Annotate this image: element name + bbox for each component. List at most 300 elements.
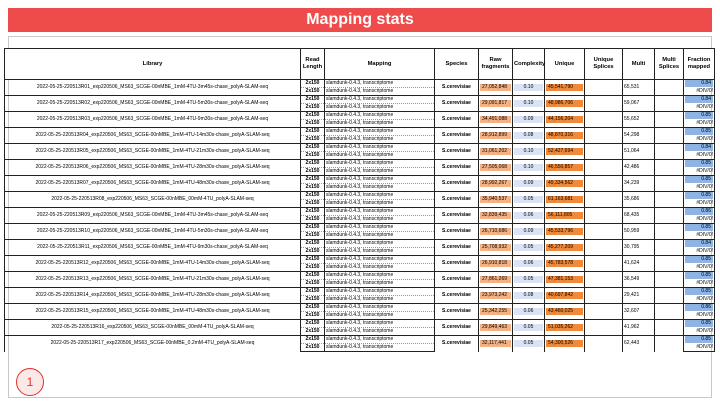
read-length-cell: 2x150 xyxy=(301,184,325,192)
raw-fragments-value: 27,505,068 xyxy=(480,164,511,171)
mapping-cell: slamdunk-0.4.3, transcriptome xyxy=(325,104,435,112)
table-row xyxy=(5,192,715,200)
complexity-value: 0.05 xyxy=(514,340,543,347)
fraction-mapped-error-cell: #DIV/0! xyxy=(684,200,715,208)
raw-fragments-cell xyxy=(479,80,513,96)
library-cell: 2022-05-25-220513R03_exp220506_MS63_SCGE-00nMBE_1mM-4TU-9m30s-chase_polyA-SLAM-seq xyxy=(5,112,301,128)
raw-fragments-value: 32,117,441 xyxy=(480,340,511,347)
unique-value: 49,334,562 xyxy=(546,180,583,187)
raw-fragments-value: 32,839,435 xyxy=(480,212,511,219)
complexity-value: 0.10 xyxy=(514,164,543,171)
fraction-mapped-error-cell: #DIV/0! xyxy=(684,280,715,288)
species-cell: S.cerevisiae xyxy=(435,176,479,192)
fraction-mapped-value: 0.85 xyxy=(685,112,713,119)
complexity-cell xyxy=(513,192,545,208)
col-header-unique: Unique xyxy=(545,49,585,80)
unique-cell xyxy=(545,112,585,128)
mapping-cell: slamdunk-0.4.3, transcriptome xyxy=(325,144,435,152)
read-length-cell: 2x150 xyxy=(301,264,325,272)
fraction-mapped-error-cell: #DIV/0! xyxy=(684,104,715,112)
multi-splices-cell xyxy=(655,128,684,144)
mapping-cell: slamdunk-0.4.3, transcriptome xyxy=(325,200,435,208)
mapping-cell: slamdunk-0.4.3, transcriptome xyxy=(325,272,435,280)
library-cell: 2022-05-25-220513R07_exp220506_MS63_SCGE-00nMBE_1mM-4TU-48m30s-chase_polyA-SLAM-seq xyxy=(5,176,301,192)
multi-splices-cell xyxy=(655,192,684,208)
read-length-cell: 2x150 xyxy=(301,280,325,288)
unique-splices-cell xyxy=(585,224,623,240)
complexity-value: 0.06 xyxy=(514,260,543,267)
complexity-cell xyxy=(513,112,545,128)
unique-value: 48,870,316 xyxy=(546,132,583,139)
library-cell: 2022-05-25-220513R10_exp220506_MS63_SCGE-00nMBE_1mM-4TU-5m30s-chase_polyA-SLAM-seq xyxy=(5,224,301,240)
library-cell: 2022-05-25-220513R05_exp220506_MS63_SCGE-00nMBE_1mM-4TU-21m30s-chase_polyA-SLAM-seq xyxy=(5,144,301,160)
unique-value: 45,541,790 xyxy=(546,84,583,91)
complexity-value: 0.06 xyxy=(514,308,543,315)
multi-cell: 62,443 xyxy=(623,336,655,352)
multi-splices-cell xyxy=(655,160,684,176)
mapping-cell: slamdunk-0.4.3, transcriptome xyxy=(325,288,435,296)
complexity-cell xyxy=(513,288,545,304)
read-length-cell: 2x150 xyxy=(301,128,325,136)
raw-fragments-cell xyxy=(479,192,513,208)
fraction-mapped-value: 0.85 xyxy=(685,288,713,295)
library-cell: 2022-05-25-220513R06_exp220506_MS63_SCGE-00nMBE_1mM-4TU-28m30s-chase_polyA-SLAM-seq xyxy=(5,160,301,176)
mapping-cell: slamdunk-0.4.3, transcriptome xyxy=(325,216,435,224)
mapping-cell: slamdunk-0.4.3, transcriptome xyxy=(325,128,435,136)
raw-fragments-value: 34,491,088 xyxy=(480,116,511,123)
unique-cell xyxy=(545,144,585,160)
library-cell: 2022-05-25-220513R01_exp220506_MS63_SCGE-00nMBE_1mM-4TU-3m45s-chase_polyA-SLAM-seq xyxy=(5,80,301,96)
slide-title: Mapping stats xyxy=(8,8,712,32)
unique-splices-cell xyxy=(585,288,623,304)
unique-cell xyxy=(545,240,585,256)
read-length-cell: 2x150 xyxy=(301,216,325,224)
multi-splices-cell xyxy=(655,176,684,192)
read-length-cell: 2x150 xyxy=(301,232,325,240)
fraction-mapped-value: 0.85 xyxy=(685,336,713,343)
fraction-mapped-cell xyxy=(684,256,715,264)
unique-cell xyxy=(545,336,585,352)
col-header-mapping: Mapping xyxy=(325,49,435,80)
mapping-cell: slamdunk-0.4.3, transcriptome xyxy=(325,160,435,168)
unique-value: 47,381,153 xyxy=(546,276,583,283)
mapping-cell: slamdunk-0.4.3, transcriptome xyxy=(325,136,435,144)
fraction-mapped-value: 0.85 xyxy=(685,224,713,231)
read-length-cell: 2x150 xyxy=(301,304,325,312)
page-number-badge: 1 xyxy=(16,368,44,396)
table-row xyxy=(5,256,715,264)
col-header-read-length: Read Length xyxy=(301,49,325,80)
read-length-cell: 2x150 xyxy=(301,96,325,104)
multi-cell: 54,298 xyxy=(623,128,655,144)
multi-splices-cell xyxy=(655,320,684,336)
table-row xyxy=(5,240,715,248)
complexity-value: 0.05 xyxy=(514,244,543,251)
unique-value: 61,163,681 xyxy=(546,196,583,203)
mapping-cell: slamdunk-0.4.3, transcriptome xyxy=(325,328,435,336)
mapping-cell: slamdunk-0.4.3, transcriptome xyxy=(325,96,435,104)
mapping-cell: slamdunk-0.4.3, transcriptome xyxy=(325,208,435,216)
fraction-mapped-error-cell: #DIV/0! xyxy=(684,216,715,224)
library-cell: 2022-05-25-220513R13_exp220506_MS63_SCGE-00nMBE_1mM-4TU-21m30s-chase_polyA-SLAM-seq xyxy=(5,272,301,288)
multi-cell: 50,959 xyxy=(623,224,655,240)
species-cell: S.cerevisiae xyxy=(435,112,479,128)
read-length-cell: 2x150 xyxy=(301,88,325,96)
raw-fragments-value: 28,912,899 xyxy=(480,132,511,139)
table-row xyxy=(5,208,715,216)
complexity-value: 0.08 xyxy=(514,132,543,139)
read-length-cell: 2x150 xyxy=(301,80,325,88)
raw-fragments-cell xyxy=(479,112,513,128)
multi-splices-cell xyxy=(655,240,684,256)
unique-value: 48,986,706 xyxy=(546,100,583,107)
multi-cell: 36,549 xyxy=(623,272,655,288)
fraction-mapped-value: 0.84 xyxy=(685,240,713,247)
complexity-value: 0.06 xyxy=(514,212,543,219)
table-row xyxy=(5,176,715,184)
multi-cell: 30,795 xyxy=(623,240,655,256)
species-cell: S.cerevisiae xyxy=(435,336,479,352)
library-cell: 2022-05-25-220513R12_exp220506_MS63_SCGE-00nMBE_1mM-4TU-14m30s-chase_polyA-SLAM-seq xyxy=(5,256,301,272)
multi-splices-cell xyxy=(655,80,684,96)
library-cell: 2022-05-25-220513R08_exp220506_MS63_SCGE-00nMBE_00mM-4TU_polyA-SLAM-seq xyxy=(5,192,301,208)
multi-splices-cell xyxy=(655,288,684,304)
species-cell: S.cerevisiae xyxy=(435,256,479,272)
table-row xyxy=(5,80,715,88)
fraction-mapped-cell xyxy=(684,192,715,200)
col-header-species: Species xyxy=(435,49,479,80)
multi-cell: 51,064 xyxy=(623,144,655,160)
species-cell: S.cerevisiae xyxy=(435,288,479,304)
multi-splices-cell xyxy=(655,208,684,224)
fraction-mapped-cell xyxy=(684,144,715,152)
unique-cell xyxy=(545,128,585,144)
raw-fragments-value: 26,710,686 xyxy=(480,228,511,235)
read-length-cell: 2x150 xyxy=(301,112,325,120)
multi-cell: 35,686 xyxy=(623,192,655,208)
table-row xyxy=(5,336,715,344)
complexity-value: 0.05 xyxy=(514,324,543,331)
mapping-cell: slamdunk-0.4.3, transcriptome xyxy=(325,168,435,176)
complexity-value: 0.05 xyxy=(514,276,543,283)
raw-fragments-value: 29,849,463 xyxy=(480,324,511,331)
unique-value: 56,111,805 xyxy=(546,212,583,219)
unique-cell xyxy=(545,176,585,192)
multi-cell: 32,607 xyxy=(623,304,655,320)
raw-fragments-cell xyxy=(479,304,513,320)
raw-fragments-value: 35,940,537 xyxy=(480,196,511,203)
fraction-mapped-cell xyxy=(684,336,715,344)
fraction-mapped-value: 0.84 xyxy=(685,144,713,151)
species-cell: S.cerevisiae xyxy=(435,144,479,160)
library-cell: 2022-05-25-220513R15_exp220506_MS63_SCGE-00nMBE_1mM-4TU-48m30s-chase_polyA-SLAM-seq xyxy=(5,304,301,320)
mapping-cell: slamdunk-0.4.3, transcriptome xyxy=(325,264,435,272)
read-length-cell: 2x150 xyxy=(301,344,325,352)
fraction-mapped-cell xyxy=(684,80,715,88)
multi-cell: 41,962 xyxy=(623,320,655,336)
library-cell: 2022-05-25-220513R02_exp220506_MS63_SCGE-00nMBE_1mM-4TU-5m30s-chase_polyA-SLAM-seq xyxy=(5,96,301,112)
species-cell: S.cerevisiae xyxy=(435,304,479,320)
fraction-mapped-cell xyxy=(684,112,715,120)
fraction-mapped-error-cell: #DIV/0! xyxy=(684,232,715,240)
fraction-mapped-error-cell: #DIV/0! xyxy=(684,296,715,304)
mapping-stats-table xyxy=(4,48,715,352)
raw-fragments-cell xyxy=(479,224,513,240)
complexity-cell xyxy=(513,160,545,176)
multi-splices-cell xyxy=(655,256,684,272)
unique-splices-cell xyxy=(585,80,623,96)
raw-fragments-cell xyxy=(479,320,513,336)
read-length-cell: 2x150 xyxy=(301,120,325,128)
mapping-cell: slamdunk-0.4.3, transcriptome xyxy=(325,280,435,288)
mapping-cell: slamdunk-0.4.3, transcriptome xyxy=(325,336,435,344)
unique-splices-cell xyxy=(585,144,623,160)
read-length-cell: 2x150 xyxy=(301,208,325,216)
read-length-cell: 2x150 xyxy=(301,248,325,256)
table-row xyxy=(5,160,715,168)
read-length-cell: 2x150 xyxy=(301,136,325,144)
read-length-cell: 2x150 xyxy=(301,224,325,232)
complexity-value: 0.08 xyxy=(514,292,543,299)
fraction-mapped-value: 0.84 xyxy=(685,96,713,103)
read-length-cell: 2x150 xyxy=(301,104,325,112)
raw-fragments-value: 28,992,267 xyxy=(480,180,511,187)
unique-value: 45,277,209 xyxy=(546,244,583,251)
table-row xyxy=(5,288,715,296)
multi-cell: 34,239 xyxy=(623,176,655,192)
raw-fragments-cell xyxy=(479,208,513,224)
read-length-cell: 2x150 xyxy=(301,144,325,152)
raw-fragments-cell xyxy=(479,336,513,352)
table-row xyxy=(5,320,715,328)
read-length-cell: 2x150 xyxy=(301,312,325,320)
table-row xyxy=(5,128,715,136)
fraction-mapped-error-cell: #DIV/0! xyxy=(684,152,715,160)
unique-value: 44,156,204 xyxy=(546,116,583,123)
unique-cell xyxy=(545,304,585,320)
unique-value: 52,427,694 xyxy=(546,148,583,155)
mapping-cell: slamdunk-0.4.3, transcriptome xyxy=(325,192,435,200)
unique-cell xyxy=(545,192,585,208)
raw-fragments-value: 25,708,932 xyxy=(480,244,511,251)
fraction-mapped-error-cell: #DIV/0! xyxy=(684,184,715,192)
species-cell: S.cerevisiae xyxy=(435,320,479,336)
complexity-cell xyxy=(513,272,545,288)
complexity-value: 0.09 xyxy=(514,116,543,123)
fraction-mapped-cell xyxy=(684,176,715,184)
mapping-cell: slamdunk-0.4.3, transcriptome xyxy=(325,184,435,192)
col-header-multi: Multi xyxy=(623,49,655,80)
raw-fragments-cell xyxy=(479,176,513,192)
unique-value: 51,035,262 xyxy=(546,324,583,331)
unique-splices-cell xyxy=(585,192,623,208)
mapping-cell: slamdunk-0.4.3, transcriptome xyxy=(325,240,435,248)
mapping-cell: slamdunk-0.4.3, transcriptome xyxy=(325,320,435,328)
fraction-mapped-value: 0.84 xyxy=(685,80,713,87)
raw-fragments-value: 31,061,202 xyxy=(480,148,511,155)
complexity-cell xyxy=(513,320,545,336)
unique-cell xyxy=(545,256,585,272)
unique-cell xyxy=(545,224,585,240)
raw-fragments-cell xyxy=(479,128,513,144)
fraction-mapped-value: 0.85 xyxy=(685,256,713,263)
fraction-mapped-error-cell: #DIV/0! xyxy=(684,136,715,144)
fraction-mapped-error-cell: #DIV/0! xyxy=(684,168,715,176)
unique-splices-cell xyxy=(585,160,623,176)
read-length-cell: 2x150 xyxy=(301,256,325,264)
unique-splices-cell xyxy=(585,272,623,288)
read-length-cell: 2x150 xyxy=(301,288,325,296)
fraction-mapped-cell xyxy=(684,224,715,232)
complexity-value: 0.10 xyxy=(514,148,543,155)
library-cell: 2022-05-25-220513R17_exp220506_MS63_SCGE-00nMBE_0.2mM-4TU_polyA-SLAM-seq xyxy=(5,336,301,352)
raw-fragments-cell xyxy=(479,160,513,176)
mapping-cell: slamdunk-0.4.3, transcriptome xyxy=(325,152,435,160)
table-row xyxy=(5,144,715,152)
raw-fragments-value: 27,052,848 xyxy=(480,84,511,91)
read-length-cell: 2x150 xyxy=(301,160,325,168)
fraction-mapped-error-cell: #DIV/0! xyxy=(684,328,715,336)
multi-splices-cell xyxy=(655,144,684,160)
mapping-cell: slamdunk-0.4.3, transcriptome xyxy=(325,112,435,120)
fraction-mapped-cell xyxy=(684,160,715,168)
species-cell: S.cerevisiae xyxy=(435,240,479,256)
raw-fragments-cell xyxy=(479,240,513,256)
species-cell: S.cerevisiae xyxy=(435,224,479,240)
multi-splices-cell xyxy=(655,112,684,128)
complexity-value: 0.09 xyxy=(514,228,543,235)
fraction-mapped-error-cell: #DIV/0! xyxy=(684,88,715,96)
unique-cell xyxy=(545,288,585,304)
complexity-value: 0.09 xyxy=(514,180,543,187)
mapping-cell: slamdunk-0.4.3, transcriptome xyxy=(325,344,435,352)
fraction-mapped-cell xyxy=(684,304,715,312)
read-length-cell: 2x150 xyxy=(301,152,325,160)
mapping-cell: slamdunk-0.4.3, transcriptome xyxy=(325,120,435,128)
unique-value: 45,783,578 xyxy=(546,260,583,267)
species-cell: S.cerevisiae xyxy=(435,128,479,144)
complexity-cell xyxy=(513,336,545,352)
raw-fragments-value: 27,861,269 xyxy=(480,276,511,283)
complexity-cell xyxy=(513,176,545,192)
fraction-mapped-error-cell: #DIV/0! xyxy=(684,248,715,256)
unique-splices-cell xyxy=(585,112,623,128)
unique-cell xyxy=(545,160,585,176)
multi-splices-cell xyxy=(655,272,684,288)
fraction-mapped-error-cell: #DIV/0! xyxy=(684,344,715,352)
mapping-cell: slamdunk-0.4.3, transcriptome xyxy=(325,296,435,304)
col-header-library: Library xyxy=(5,49,301,80)
library-cell: 2022-05-25-220513R14_exp220506_MS63_SCGE-00nMBE_1mM-4TU-28m30s-chase_polyA-SLAM-seq xyxy=(5,288,301,304)
mapping-cell: slamdunk-0.4.3, transcriptome xyxy=(325,248,435,256)
raw-fragments-value: 25,342,255 xyxy=(480,308,511,315)
unique-cell xyxy=(545,208,585,224)
unique-splices-cell xyxy=(585,176,623,192)
read-length-cell: 2x150 xyxy=(301,272,325,280)
complexity-cell xyxy=(513,256,545,272)
complexity-value: 0.05 xyxy=(514,196,543,203)
multi-cell: 42,486 xyxy=(623,160,655,176)
species-cell: S.cerevisiae xyxy=(435,208,479,224)
table-row xyxy=(5,304,715,312)
read-length-cell: 2x150 xyxy=(301,192,325,200)
mapping-cell: slamdunk-0.4.3, transcriptome xyxy=(325,88,435,96)
complexity-cell xyxy=(513,80,545,96)
fraction-mapped-cell xyxy=(684,288,715,296)
unique-cell xyxy=(545,96,585,112)
complexity-cell xyxy=(513,304,545,320)
library-cell: 2022-05-25-220513R09_exp220506_MS63_SCGE-00nMBE_1mM-4TU-3m45s-chase_polyA-SLAM-seq xyxy=(5,208,301,224)
multi-splices-cell xyxy=(655,96,684,112)
fraction-mapped-value: 0.85 xyxy=(685,272,713,279)
fraction-mapped-cell xyxy=(684,272,715,280)
raw-fragments-cell xyxy=(479,96,513,112)
multi-cell: 68,435 xyxy=(623,208,655,224)
library-cell: 2022-05-25-220513R16_exp220506_MS63_SCGE-00nMBE_00mM-4TU_polyA-SLAM-seq xyxy=(5,320,301,336)
raw-fragments-value: 26,910,818 xyxy=(480,260,511,267)
unique-cell xyxy=(545,80,585,96)
unique-cell xyxy=(545,320,585,336)
mapping-cell: slamdunk-0.4.3, transcriptome xyxy=(325,312,435,320)
table-row xyxy=(5,112,715,120)
fraction-mapped-value: 0.86 xyxy=(685,208,713,215)
multi-splices-cell xyxy=(655,224,684,240)
unique-splices-cell xyxy=(585,320,623,336)
fraction-mapped-cell xyxy=(684,208,715,216)
unique-splices-cell xyxy=(585,256,623,272)
multi-splices-cell xyxy=(655,304,684,320)
table-row xyxy=(5,272,715,280)
read-length-cell: 2x150 xyxy=(301,328,325,336)
fraction-mapped-value: 0.85 xyxy=(685,176,713,183)
raw-fragments-value: 29,091,817 xyxy=(480,100,511,107)
fraction-mapped-cell xyxy=(684,128,715,136)
complexity-cell xyxy=(513,144,545,160)
fraction-mapped-cell xyxy=(684,96,715,104)
fraction-mapped-value: 0.85 xyxy=(685,128,713,135)
raw-fragments-value: 23,973,242 xyxy=(480,292,511,299)
fraction-mapped-value: 0.85 xyxy=(685,192,713,199)
unique-splices-cell xyxy=(585,336,623,352)
raw-fragments-cell xyxy=(479,256,513,272)
fraction-mapped-error-cell: #DIV/0! xyxy=(684,120,715,128)
fraction-mapped-error-cell: #DIV/0! xyxy=(684,312,715,320)
unique-splices-cell xyxy=(585,208,623,224)
unique-cell xyxy=(545,272,585,288)
mapping-cell: slamdunk-0.4.3, transcriptome xyxy=(325,224,435,232)
fraction-mapped-value: 0.86 xyxy=(685,304,713,311)
complexity-cell xyxy=(513,240,545,256)
col-header-raw-fragments: Raw fragments xyxy=(479,49,513,80)
unique-value: 40,697,842 xyxy=(546,292,583,299)
fraction-mapped-value: 0.85 xyxy=(685,320,713,327)
species-cell: S.cerevisiae xyxy=(435,80,479,96)
complexity-cell xyxy=(513,224,545,240)
unique-value: 46,550,857 xyxy=(546,164,583,171)
raw-fragments-cell xyxy=(479,288,513,304)
species-cell: S.cerevisiae xyxy=(435,160,479,176)
unique-splices-cell xyxy=(585,96,623,112)
unique-splices-cell xyxy=(585,128,623,144)
read-length-cell: 2x150 xyxy=(301,240,325,248)
complexity-value: 0.10 xyxy=(514,84,543,91)
read-length-cell: 2x150 xyxy=(301,168,325,176)
complexity-cell xyxy=(513,96,545,112)
col-header-unique-splices: Unique Splices xyxy=(585,49,623,80)
multi-splices-cell xyxy=(655,336,684,352)
multi-cell: 65,531 xyxy=(623,80,655,96)
col-header-multi-splices: Multi Splices xyxy=(655,49,684,80)
